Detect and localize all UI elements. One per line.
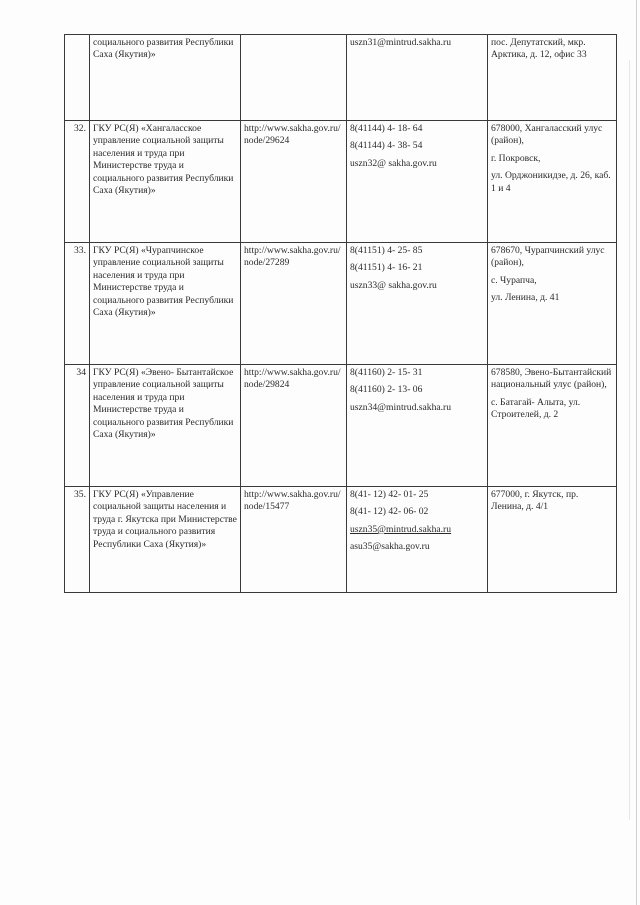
row-number: 35.: [65, 487, 90, 593]
email: uszn34@mintrud.sakha.ru: [350, 401, 452, 413]
row-number: 34: [65, 365, 90, 487]
address-line: 677000, г. Якутск, пр. Ленина, д. 4/1: [491, 489, 579, 513]
contacts-table: [64, 34, 617, 593]
address-line: г. Покровск,: [491, 152, 541, 164]
address-line: ул. Орджоникидзе, д. 26, каб. 1 и 4: [491, 170, 611, 194]
table-row: [65, 35, 617, 121]
table-row: [65, 365, 617, 487]
address-cell: [488, 121, 617, 243]
website-link[interactable]: http://www.sakha.gov.ru/node/15477: [241, 487, 347, 593]
contacts-cell: [347, 365, 488, 487]
scan-edge-line-faint: [629, 60, 630, 820]
contacts-cell: [347, 243, 488, 365]
address-cell: [488, 487, 617, 593]
org-name: ГКУ РС(Я) «Хангаласское управление социальной защиты населения и труда при Министерстве труда и социального развития Республики Саха (Якутия)»: [90, 121, 241, 243]
table-row: [65, 121, 617, 243]
address-cell: [488, 365, 617, 487]
email: uszn31@mintrud.sakha.ru: [350, 37, 452, 48]
address-line: с. Чурапча,: [491, 274, 537, 286]
org-name: ГКУ РС(Я) «Управление социальной защиты населения и труда г. Якутска при Министерстве труда и социального развития Республики Саха (Якутия)»: [90, 487, 241, 593]
table-row: [65, 487, 617, 593]
phone: 8(41144) 4- 18- 64: [350, 123, 423, 134]
contacts-cell: [347, 35, 488, 121]
scan-edge-line: [636, 0, 637, 905]
address-line: 678000, Хангаласский улус (район),: [491, 123, 603, 147]
address-cell: [488, 35, 617, 121]
address-line: с. Батагай- Алыта, ул. Строителей, д. 2: [491, 396, 581, 421]
address-line: ул. Ленина, д. 41: [491, 292, 560, 304]
org-name: социального развития Республики Саха (Якутия)»: [90, 35, 241, 121]
contacts-cell: [347, 487, 488, 593]
address-line: 678580, Эвено-Бытантайский национальный улус (район),: [491, 367, 612, 391]
email: uszn33@ sakha.gov.ru: [350, 279, 437, 291]
phone: 8(41- 12) 42- 01- 25: [350, 489, 429, 500]
row-number: 32.: [65, 121, 90, 243]
row-number: [65, 35, 90, 121]
address-line: 678670, Чурапчинский улус (район),: [491, 245, 605, 269]
website-link[interactable]: http://www.sakha.gov.ru/node/29624: [241, 121, 347, 243]
phone: 8(41160) 2- 15- 31: [350, 367, 423, 378]
email: uszn32@ sakha.gov.ru: [350, 157, 437, 169]
email-link[interactable]: uszn35@mintrud.sakha.ru: [350, 523, 452, 535]
address-line: пос. Депутатский, мкр. Арктика, д. 12, офис 33: [491, 37, 587, 61]
address-cell: [488, 243, 617, 365]
website: [241, 35, 347, 121]
website-link[interactable]: http://www.sakha.gov.ru/node/29824: [241, 365, 347, 487]
website-link[interactable]: http://www.sakha.gov.ru/node/27289: [241, 243, 347, 365]
phone: 8(41151) 4- 25- 85: [350, 245, 423, 256]
phone: 8(41151) 4- 16- 21: [350, 262, 423, 274]
table-row: [65, 243, 617, 365]
contacts-cell: [347, 121, 488, 243]
org-name: ГКУ РС(Я) «Чурапчинское управление социальной защиты населения и труда при Министерстве труда и социального развития Республики Саха (Якутия)»: [90, 243, 241, 365]
email: asu35@sakha.gov.ru: [350, 541, 430, 553]
phone: 8(41160) 2- 13- 06: [350, 384, 423, 396]
phone: 8(41144) 4- 38- 54: [350, 140, 423, 152]
row-number: 33.: [65, 243, 90, 365]
phone: 8(41- 12) 42- 06- 02: [350, 506, 429, 518]
org-name: ГКУ РС(Я) «Эвено- Бытантайское управление социальной защиты населения и труда при Министерстве труда и социального развития Республики Саха (Якутия)»: [90, 365, 241, 487]
